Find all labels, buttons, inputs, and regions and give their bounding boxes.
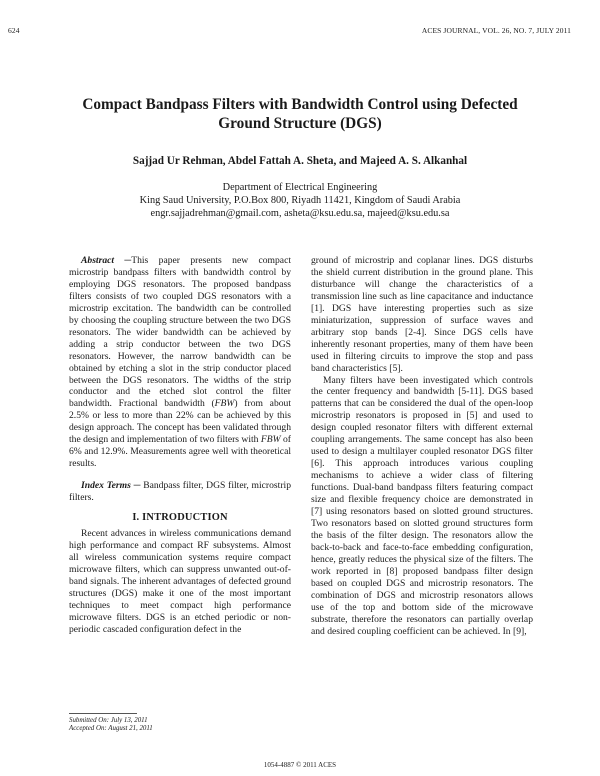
title-line-2: Ground Structure (DGS) — [218, 115, 382, 132]
title-line-1: Compact Bandpass Filters with Bandwidth Control using Defected — [82, 96, 518, 113]
page-number: 624 — [8, 26, 20, 35]
introduction-paragraph: Recent advances in wireless communications demand high performance and compact RF subsystems. Almost all wireless communication systems require compact microwave filters, which can suppress unwanted out-of-band signals. The inherent advantages of defected ground structures (DGS) make it one of the most important techniques to meet compact high performance microwave filters. DGS is an etched periodic or non-periodic cascaded configuration defect in the — [69, 528, 291, 635]
index-terms-dash: ─ — [130, 480, 144, 492]
right-paragraph-2: Many filters have been investigated which controls the center frequency and bandwidth [5-11]. DGS based patterns that can be considered the dual of the open-loop microstrip resonators is proposed in [5] and used to design coupled resonator filters with different external coupling arrangements. The same concept has also been used to design a multilayer coupled resonator DGS filter [6]. This approach introduces various coupling mechanisms to achieve a wider class of filtering functions. Dual-band bandpass filters featuring compact size and flexible frequency choice are demonstrated in [7] using resonators based on slotted ground structures. Two resonators based on slotted ground structures form the basis of the filter design. The resonators allow the back-to-back and face-to-face embedding configuration, hence, greatly reduces the physical size of the filters. The work reported in [8] proposed bandpass filter design based on coupled DGS and microstrip resonators. The combination of DGS and microstrip resonators allows use of the top and bottom side of the microwave substrate, therefore the resonators can partially overlap and desired coupling coefficient can be achieved. In [9], — [311, 374, 533, 637]
emails: engr.sajjadrehman@gmail.com, asheta@ksu.edu.sa, majeed@ksu.edu.sa — [150, 208, 450, 219]
authors: Sajjad Ur Rehman, Abdel Fattah A. Sheta, and Majeed A. S. Alkanhal — [132, 155, 468, 167]
left-column — [69, 255, 291, 636]
index-terms-text: Bandpass filter, DGS filter, microstrip filters. — [69, 480, 291, 504]
right-column — [311, 255, 533, 638]
paper-title — [50, 95, 550, 133]
affiliation — [40, 181, 560, 220]
university: King Saud University, P.O.Box 800, Riyadh 11421, Kingdom of Saudi Arabia — [139, 195, 461, 206]
department: Department of Electrical Engineering — [222, 182, 378, 193]
abstract-text-2: ) from about 2.5% or less to more than 22% can be achieved by this design approach. The concept has been validated through the design and implementation of two filters with — [69, 398, 291, 446]
abstract-label: Abstract — [81, 255, 115, 266]
abstract-dash: ─ — [114, 255, 132, 266]
abstract-text-3: of 6% and 12.9%. Measurements agree well with theoretical results. — [69, 434, 292, 470]
abstract-fbw-2: FBW — [260, 434, 281, 446]
introduction-heading: I. INTRODUCTION — [132, 512, 228, 524]
footnote-rule — [69, 713, 137, 714]
page-footer: 1054-4887 © 2011 ACES — [263, 761, 337, 769]
abstract — [69, 255, 291, 470]
abstract-fbw-1: FBW — [214, 398, 235, 410]
index-terms-label: Index Terms — [81, 480, 131, 492]
right-paragraph-1: ground of microstrip and coplanar lines. DGS disturbs the shield current distribution in the ground plane. This disturbance will change the characteristics of a transmission line such as line capacitance and inductance [1]. DGS have interesting properties such as size miniaturization, suppression of surface waves and arbitrary stop bands [2-4]. Since DGS cells have inherently resonant properties, many of them have been used in filtering circuits to improve the stop and pass band characteristics [5]. — [311, 255, 533, 374]
submitted-date: Submitted On: July 13, 2011 — [69, 717, 148, 724]
footnote — [69, 717, 153, 734]
abstract-text-1: This paper presents new compact microstrip bandpass filters with bandwidth control by employing DGS resonators. The proposed bandpass filters consists of two coupled DGS resonators with a microstrip excitation. The bandwidth can be controlled by choosing the coupling structure between the two DGS resonators. The wider bandwidth can be achieved by adding a strip conductor between the two DGS resonators. However, the narrow bandwidth can be obtained by etching a slot in the strip conductor placed between the DGS resonators. The widths of the strip conductor and the etched slot control the filter bandwidth. Fractional bandwidth ( — [69, 255, 291, 410]
accepted-date: Accepted On: August 21, 2011 — [69, 725, 153, 733]
index-terms — [69, 480, 291, 504]
journal-header: ACES JOURNAL, VOL. 26, NO. 7, JULY 2011 — [421, 26, 571, 35]
